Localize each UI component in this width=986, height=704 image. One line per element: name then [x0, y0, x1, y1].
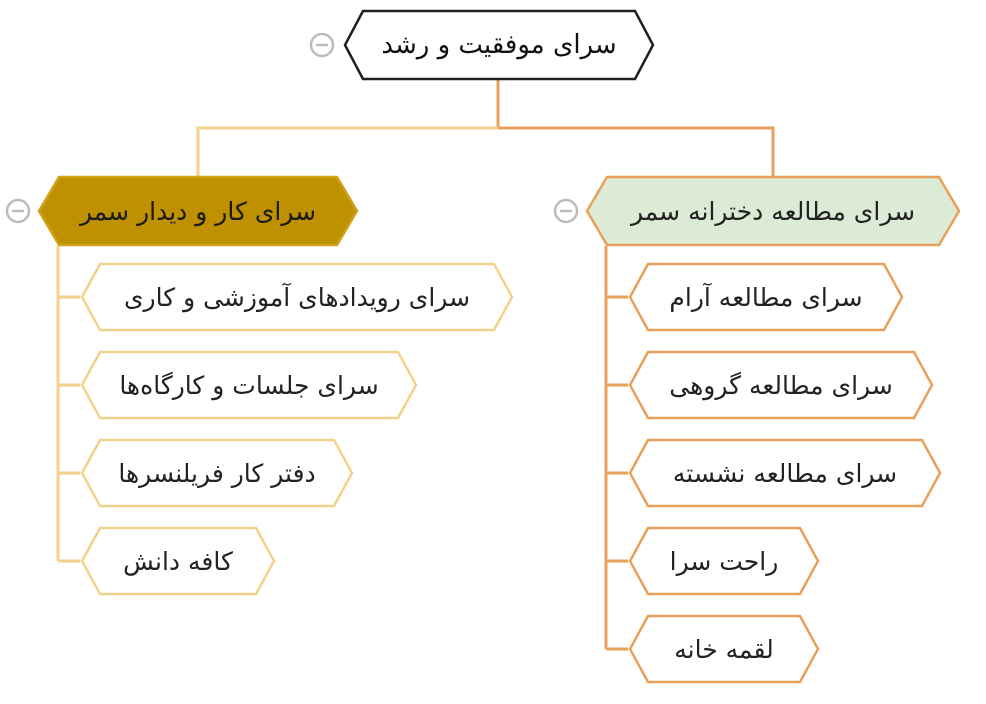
- root-connector-left: [198, 128, 498, 176]
- right-child-1-label: سرای مطالعه آرام: [669, 282, 863, 312]
- left-child-3-label: دفتر کار فریلنسرها: [118, 458, 316, 488]
- right-child-2-label: سرای مطالعه گروهی: [669, 370, 893, 400]
- right-branch-collapse-icon[interactable]: [553, 198, 579, 224]
- left-child-4[interactable]: [80, 526, 276, 596]
- left-branch-node[interactable]: [37, 175, 359, 247]
- left-child-4-label: کافه دانش: [123, 546, 233, 576]
- left-branch-collapse-icon[interactable]: [5, 198, 31, 224]
- root-collapse-icon[interactable]: [309, 32, 335, 58]
- root-node[interactable]: [343, 9, 655, 81]
- left-child-2-label: سرای جلسات و کارگاه‌ها: [119, 370, 379, 400]
- left-child-3[interactable]: [80, 438, 354, 508]
- right-child-4-label: راحت سرا: [669, 546, 779, 576]
- left-child-1[interactable]: [80, 262, 514, 332]
- root-node-label: سرای موفقیت و رشد: [381, 30, 617, 60]
- right-child-5[interactable]: [628, 614, 820, 684]
- right-branch-node[interactable]: [585, 175, 961, 247]
- right-child-3-label: سرای مطالعه نشسته: [672, 458, 898, 488]
- root-connector-right: [498, 80, 773, 176]
- right-branch-label: سرای مطالعه دخترانه سمر: [630, 196, 916, 226]
- left-child-1-label: سرای رویدادهای آموزشی و کاری: [123, 282, 471, 312]
- right-child-1[interactable]: [628, 262, 904, 332]
- left-child-2[interactable]: [80, 350, 418, 420]
- right-child-2[interactable]: [628, 350, 934, 420]
- right-child-5-label: لقمه خانه: [674, 634, 774, 664]
- left-branch-label: سرای کار و دیدار سمر: [79, 196, 317, 226]
- right-child-4[interactable]: [628, 526, 820, 596]
- right-child-3[interactable]: [628, 438, 942, 508]
